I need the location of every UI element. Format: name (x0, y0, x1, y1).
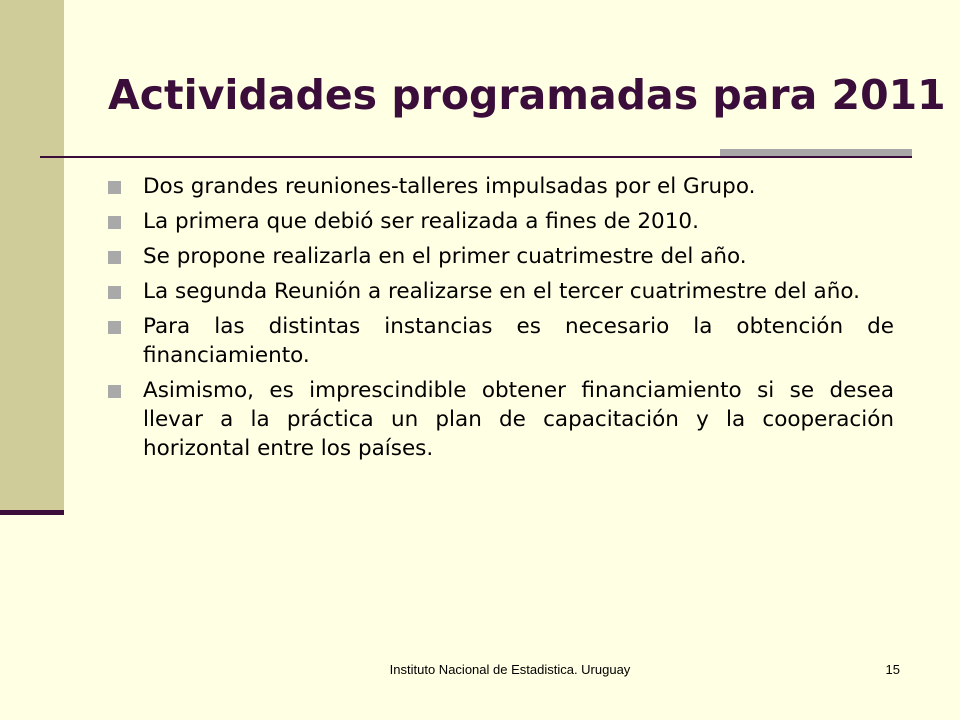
square-bullet-icon (108, 216, 121, 229)
square-bullet-icon (108, 251, 121, 264)
bullet-text: Asimismo, es imprescindible obtener financiamiento si se desea llevar a la práctica un plan de capacitación y la cooperación horizontal entre los países. (143, 378, 894, 461)
bullet-text: La segunda Reunión a realizarse en el tercer cuatrimestre del año. (143, 279, 860, 304)
left-band-accent (0, 510, 64, 515)
bullet-item (108, 172, 894, 201)
left-decorative-band (0, 0, 64, 510)
bullet-text: Se propone realizarla en el primer cuatrimestre del año. (143, 244, 747, 269)
bullet-item (108, 277, 894, 306)
bullet-item (108, 312, 894, 370)
bullet-text: La primera que debió ser realizada a fines de 2010. (143, 209, 699, 234)
bullet-item (108, 207, 894, 236)
square-bullet-icon (108, 321, 121, 334)
title-divider-accent (720, 149, 912, 156)
square-bullet-icon (108, 286, 121, 299)
slide-title: Actividades programadas para 2011 (108, 71, 946, 119)
bullet-item (108, 376, 894, 463)
bullet-text: Dos grandes reuniones-talleres impulsadas por el Grupo. (143, 174, 756, 199)
bullet-text: Para las distintas instancias es necesario la obtención de financiamiento. (143, 314, 894, 368)
square-bullet-icon (108, 181, 121, 194)
bullet-item (108, 242, 894, 271)
page-number: 15 (885, 662, 900, 677)
square-bullet-icon (108, 385, 121, 398)
bullet-list (108, 172, 894, 469)
slide-footer: Instituto Nacional de Estadistica. Uruguay (389, 662, 631, 677)
title-divider-line (40, 156, 912, 158)
